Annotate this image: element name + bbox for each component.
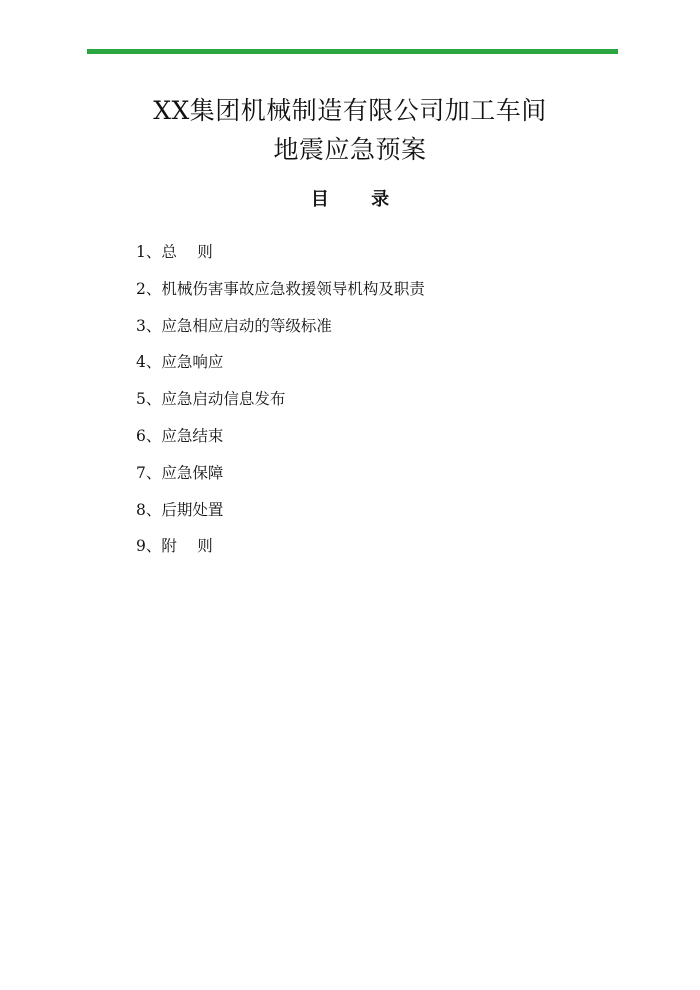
- toc-heading: 目 录: [310, 189, 408, 210]
- toc-item-general-provisions: 1、总 则: [136, 243, 213, 261]
- document-title-line-1: XX集团机械制造有限公司加工车间: [153, 96, 547, 125]
- toc-item-emergency-support: 7、应急保障: [136, 463, 224, 482]
- toc-item-leadership-and-duties: 2、机械伤害事故应急救援领导机构及职责: [136, 279, 425, 298]
- toc-item-aftermath-handling: 8、后期处置: [136, 500, 224, 519]
- table-of-contents: [136, 239, 425, 570]
- toc-item-emergency-end: 6、应急结束: [136, 426, 224, 445]
- toc-item-response-level-standards: 3、应急相应启动的等级标准: [136, 316, 332, 335]
- header-accent-rule: [87, 49, 618, 54]
- toc-item-supplementary-provisions: 9、附 则: [136, 537, 213, 556]
- toc-item-information-release: 5、应急启动信息发布: [136, 390, 286, 409]
- toc-item-emergency-response: 4、应急响应: [136, 353, 224, 372]
- document-title-line-2: 地震应急预案: [273, 135, 427, 164]
